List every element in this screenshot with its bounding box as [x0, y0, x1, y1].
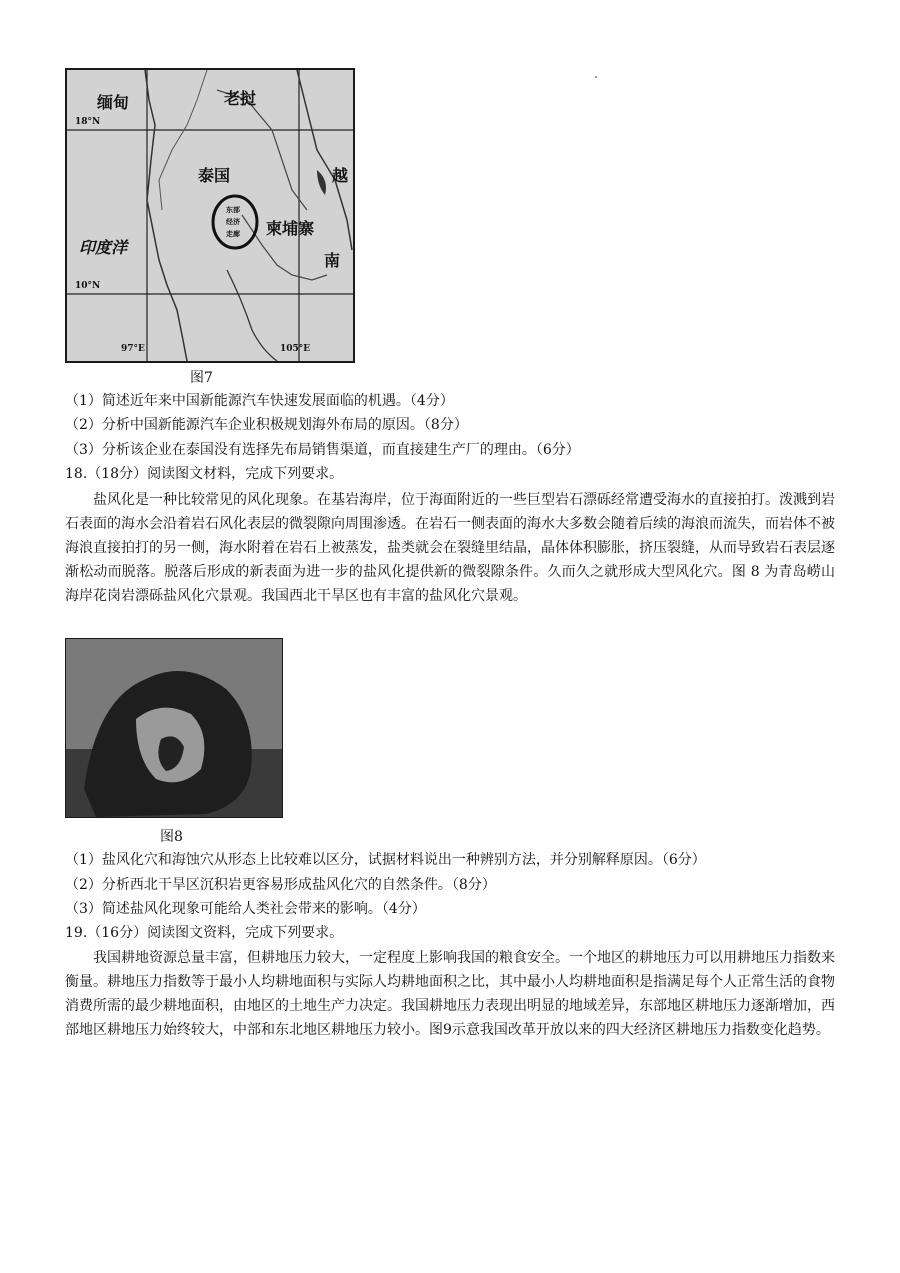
figure-7-caption: 图7	[190, 370, 213, 386]
label-myanmar: 缅甸	[97, 93, 130, 112]
label-corridor-1: 东部	[226, 205, 240, 214]
label-lat-18: 18°N	[75, 117, 101, 127]
q18-heading: 18.（18分）阅读图文材料，完成下列要求。	[65, 466, 344, 482]
q17-item-3: （3）分析该企业在泰国没有选择先布局销售渠道，而直接建生产厂的理由。（6分）	[65, 442, 580, 458]
q19-heading: 19.（16分）阅读图文资料，完成下列要求。	[65, 925, 344, 941]
label-vietnam-2: 南	[324, 251, 341, 270]
q18-item-1: （1）盐风化穴和海蚀穴从形态上比较难以区分，试据材料说出一种辨别方法，并分别解释原因。（6分）	[65, 852, 706, 868]
label-corridor-2: 经济	[226, 217, 240, 226]
label-indian-ocean: 印度洋	[79, 238, 128, 257]
label-laos: 老挝	[224, 89, 257, 108]
label-cambodia: 柬埔寨	[266, 219, 315, 238]
label-lat-10: 10°N	[75, 281, 101, 291]
label-vietnam-1: 越	[332, 166, 349, 185]
label-thailand: 泰国	[198, 166, 231, 185]
q17-item-1: （1）简述近年来中国新能源汽车快速发展面临的机遇。（4分）	[65, 393, 454, 409]
label-lon-97: 97°E	[121, 344, 145, 354]
figure-7-map	[65, 68, 355, 363]
salt-weathering-photo	[66, 639, 283, 818]
figure-8-caption: 图8	[160, 829, 183, 845]
q17-item-2: （2）分析中国新能源汽车企业积极规划海外布局的原因。（8分）	[65, 417, 468, 433]
q18-item-2: （2）分析西北干旱区沉积岩更容易形成盐风化穴的自然条件。（8分）	[65, 877, 496, 893]
label-corridor-3: 走廊	[226, 229, 240, 238]
figure-8-photo	[65, 638, 283, 818]
q19-material: 我国耕地资源总量丰富，但耕地压力较大，一定程度上影响我国的粮食安全。一个地区的耕地压力可以用耕地压力指数来衡量。耕地压力指数等于最小人均耕地面积与实际人均耕地面积之比，其中最小人均耕地面积是指满足每个人正常生活的食物消费所需的最少耕地面积，由地区的土地生产力决定。我国耕地压力表现出明显的地域差异，东部地区耕地压力逐渐增加，西部地区耕地压力始终较大，中部和东北地区耕地压力较小。图9示意我国改革开放以来的四大经济区耕地压力指数变化趋势。	[65, 950, 835, 1038]
label-lon-105: 105°E	[280, 344, 311, 354]
scan-speck	[595, 76, 597, 78]
q18-material: 盐风化是一种比较常见的风化现象。在基岩海岸，位于海面附近的一些巨型岩石漂砾经常遭受海水的直接拍打。泼溅到岩石表面的海水会沿着岩石风化表层的微裂隙向周围渗透。在岩石一侧表面的海水大多数会随着后续的海浪而流失，而岩体不被海浪直接拍打的另一侧，海水附着在岩石上被蒸发，盐类就会在裂缝里结晶，晶体体积膨胀，挤压裂缝，从而导致岩石表层逐渐松动而脱落。脱落后形成的新表面为进一步的盐风化提供新的微裂隙条件。久而久之就形成大型风化穴。图 8 为青岛崂山海岸花岗岩漂砾盐风化穴景观。我国西北干旱区也有丰富的盐风化穴景观。	[65, 492, 835, 604]
q18-item-3: （3）简述盐风化现象可能给人类社会带来的影响。（4分）	[65, 901, 426, 917]
